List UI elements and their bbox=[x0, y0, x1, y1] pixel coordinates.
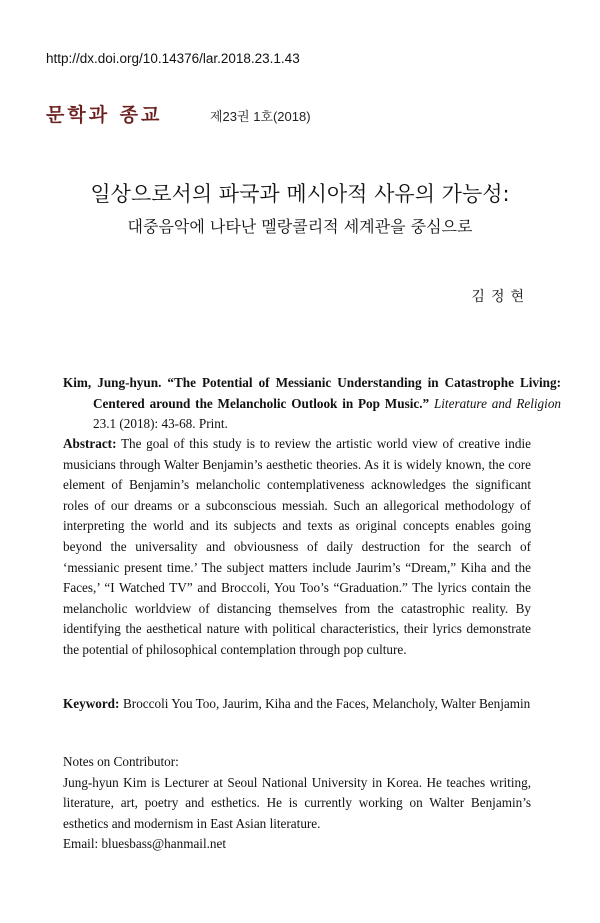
citation-details: 23.1 (2018): 43-68. Print. bbox=[93, 416, 228, 432]
contributor-notes bbox=[63, 752, 531, 855]
contributor-email[interactable]: Email: bluesbass@hanmail.net bbox=[63, 836, 227, 852]
citation-author: Kim, Jung-hyun. bbox=[63, 375, 162, 390]
doi-link[interactable]: http://dx.doi.org/10.14376/lar.2018.23.1.43 bbox=[46, 51, 300, 66]
paper-title: 일상으로서의 파국과 메시아적 사유의 가능성: bbox=[90, 182, 510, 206]
abstract-label: Abstract: bbox=[63, 436, 117, 451]
keyword-text: Broccoli You Too, Jaurim, Kiha and the Faces, Melancholy, Walter Benjamin bbox=[123, 696, 531, 711]
citation bbox=[63, 373, 561, 435]
keyword-label: Keyword: bbox=[63, 696, 120, 711]
journal-logo: 문학과 종교 bbox=[46, 104, 163, 126]
contributor-bio: Jung-hyun Kim is Lecturer at Seoul National University in Korea. He teaches writing, literature, art, poetry and esthetics. He is currently working on Walter Benjamin’s esthetics and modernism in East Asian literature. bbox=[63, 774, 531, 831]
notes-heading: Notes on Contributor: bbox=[63, 754, 179, 769]
citation-journal: Literature and Religion bbox=[433, 395, 562, 411]
keywords bbox=[63, 694, 531, 715]
paper-subtitle: 대중음악에 나타난 멜랑콜리적 세계관을 중심으로 bbox=[127, 217, 473, 236]
abstract-text: The goal of this study is to review the artistic world view of creative indie musicians through Walter Benjamin’s aesthetic theories. As it is widely known, the core element of Benjamin’s melancholic contemplativeness acknowledges the significant roles of our dreams or a subconscious messiah. Such an allegorical methodology of interpreting the world and its subjects and texts as original concepts enables going beyond the universality and obviousness of daily destruction for the search of ‘messianic present time.’ The subject matters include Jaurim’s “Dream,” Kiha and the Faces,’ “I Watched TV” and Broccoli, You Too’s “Graduation.” The lyrics contain the melancholic worldview of distancing themselves from the catastrophic reality. By identifying the aesthetical nature with political characteristics, their lyrics demonstrate the potential of philosophical contemplation through pop culture. bbox=[63, 436, 532, 657]
citation-title: “The Potential of Messianic Understanding in Catastrophe Living: Centered around the Melancholic Outlook in Pop Music.” bbox=[93, 375, 561, 411]
abstract bbox=[63, 434, 531, 661]
issue-label: 제23권 1호(2018) bbox=[210, 109, 311, 124]
author-name-korean: 김정현 bbox=[471, 289, 530, 305]
